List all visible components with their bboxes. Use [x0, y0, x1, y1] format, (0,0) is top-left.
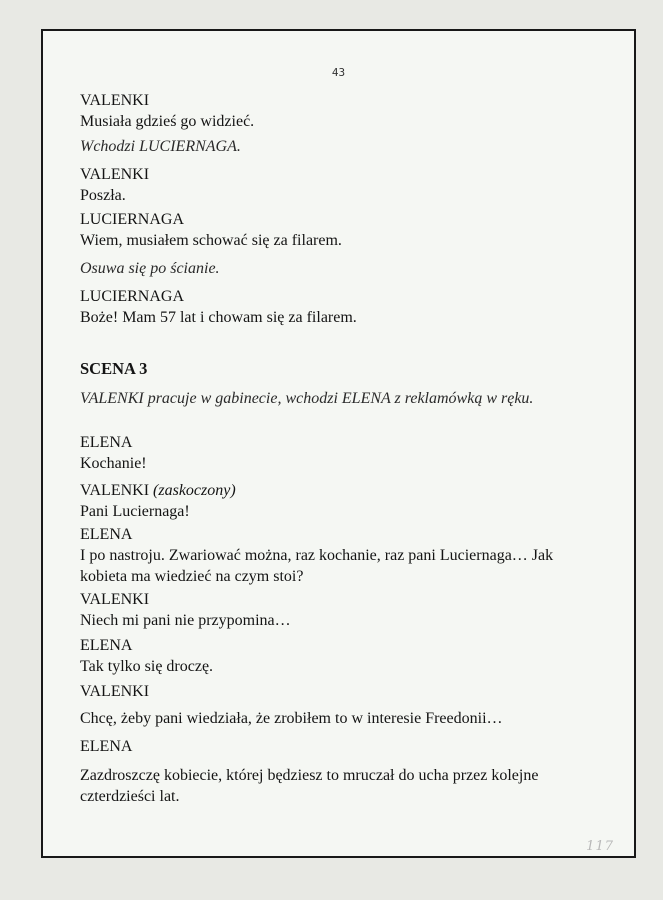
dialogue-block	[80, 209, 620, 251]
dialogue-block	[80, 635, 620, 677]
dialogue-line: kobieta ma wiedzieć na czym stoi?	[80, 568, 304, 585]
speaker-line	[80, 480, 620, 501]
dialogue-line: czterdzieści lat.	[80, 788, 180, 805]
speaker-name: VALENKI	[80, 166, 150, 183]
dialogue-line: I po nastroju. Zwariować można, raz kochanie, raz pani Luciernaga… Jak	[80, 547, 554, 564]
dialogue-line: Musiała gdzieś go widzieć.	[80, 113, 255, 130]
stage-direction: Wchodzi LUCIERNAGA.	[80, 138, 241, 155]
handwritten-page-mark: 117	[586, 839, 614, 854]
dialogue-block	[80, 480, 620, 522]
speaker-name: VALENKI	[80, 482, 150, 499]
dialogue-block	[80, 524, 620, 587]
dialogue-line: Kochanie!	[80, 455, 147, 472]
page-number: 43	[331, 66, 346, 79]
dialogue-block	[80, 286, 620, 328]
speaker-name: VALENKI	[80, 591, 150, 608]
scene-heading: SCENA 3	[80, 359, 148, 378]
dialogue-block	[80, 90, 620, 132]
dialogue-line: Niech mi pani nie przypomina…	[80, 612, 291, 629]
document-page	[43, 31, 634, 856]
dialogue-line: Zazdroszczę kobiecie, której będziesz to mruczał do ucha przez kolejne	[80, 767, 539, 784]
parenthetical: (zaskoczony)	[153, 482, 236, 499]
stage-direction: Osuwa się po ścianie.	[80, 260, 220, 277]
dialogue-line: Chcę, żeby pani wiedziała, że zrobiłem to w interesie Freedonii…	[80, 710, 503, 727]
speaker-name: ELENA	[80, 526, 133, 543]
dialogue-block	[80, 765, 620, 807]
dialogue-line: Tak tylko się droczę.	[80, 658, 214, 675]
speaker-name: LUCIERNAGA	[80, 288, 184, 305]
stage-direction: VALENKI pracuje w gabinecie, wchodzi ELENA z reklamówką w ręku.	[80, 390, 534, 407]
dialogue-line: Pani Luciernaga!	[80, 503, 190, 520]
dialogue-block	[80, 589, 620, 631]
speaker-name: VALENKI	[80, 683, 150, 700]
speaker-name: ELENA	[80, 738, 133, 755]
speaker-name: ELENA	[80, 637, 133, 654]
dialogue-block	[80, 432, 620, 474]
speaker-name: ELENA	[80, 434, 133, 451]
dialogue-block	[80, 164, 620, 206]
dialogue-line: Boże! Mam 57 lat i chowam się za filarem.	[80, 309, 357, 326]
dialogue-line: Wiem, musiałem schować się za filarem.	[80, 232, 342, 249]
dialogue-line: Poszła.	[80, 187, 126, 204]
speaker-name: LUCIERNAGA	[80, 211, 184, 228]
speaker-name: VALENKI	[80, 92, 150, 109]
